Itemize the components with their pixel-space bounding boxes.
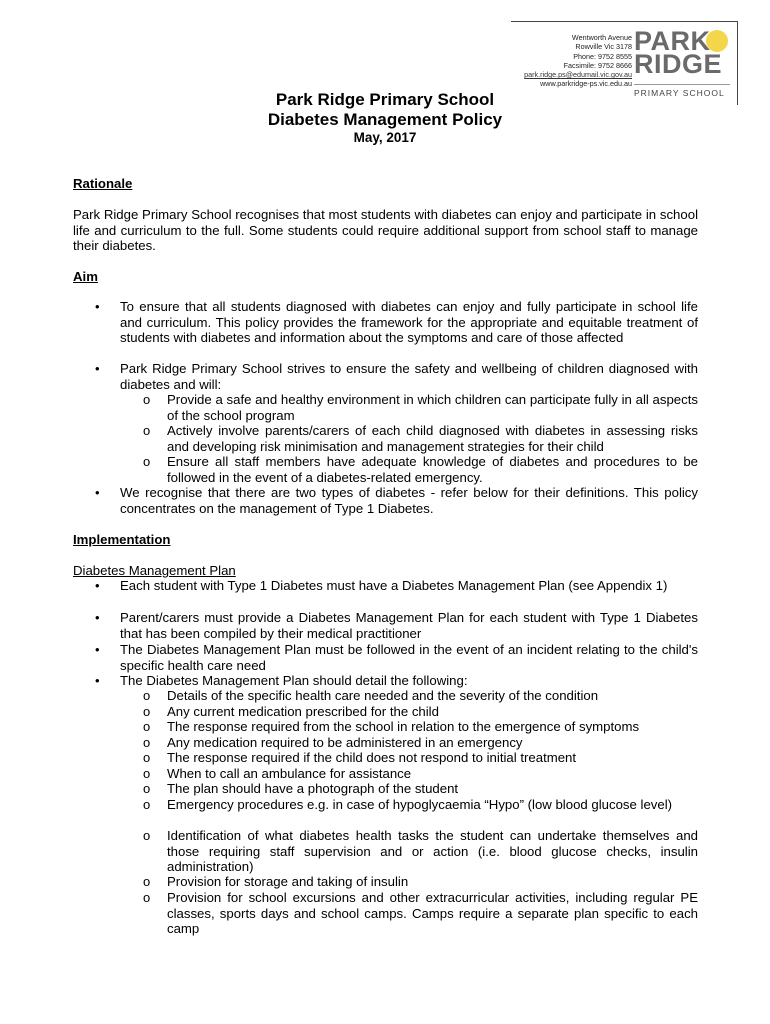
sub-marker: o xyxy=(143,719,151,734)
aim-heading: Aim xyxy=(73,269,98,284)
bullet-marker: • xyxy=(95,361,100,376)
impl-sub-5: The response required if the child does not respond to initial treatment xyxy=(167,750,577,765)
impl-bullet-4: The Diabetes Management Plan should detail the following: xyxy=(120,673,468,688)
contact-fax: Facsimile: 9752 8666 xyxy=(563,60,632,70)
logo-subtitle: PRIMARY SCHOOL xyxy=(634,88,725,98)
impl-sub-3: The response required from the school in relation to the emergence of symptoms xyxy=(167,719,640,734)
school-title: Park Ridge Primary School xyxy=(275,90,495,109)
sub-marker: o xyxy=(143,423,151,438)
impl-bullet-3: The Diabetes Management Plan must be followed in the event of an incident relating to the child's specific health care need xyxy=(120,642,698,673)
bullet-marker: • xyxy=(95,673,100,688)
sub-marker: o xyxy=(143,750,151,765)
impl-bullet-1: Each student with Type 1 Diabetes must have a Diabetes Management Plan (see Appendix 1) xyxy=(120,578,668,593)
school-contact-block xyxy=(505,33,632,89)
aim-sub-1: Provide a safe and healthy environment in which children can participate fully in all aspects of the school program xyxy=(167,392,698,423)
bullet-marker: • xyxy=(95,299,100,314)
aim-sub-2: Actively involve parents/carers of each child diagnosed with diabetes in assessing risks and developing risk minimisation and management strategies for their child xyxy=(167,423,698,454)
impl-sub-6: When to call an ambulance for assistance xyxy=(167,766,412,781)
sub-marker: o xyxy=(143,735,151,750)
bullet-marker: • xyxy=(95,610,100,625)
impl-sub-9: Identification of what diabetes health tasks the student can undertake themselves and those requiring staff supervision and or action (i.e. blood glucose checks, insulin administration) xyxy=(167,828,698,874)
contact-phone: Phone: 9752 8555 xyxy=(573,51,632,61)
policy-date: May, 2017 xyxy=(353,130,417,145)
contact-email-link[interactable]: park.ridge.ps@edumail.vic.gov.au xyxy=(524,70,632,80)
sub-marker: o xyxy=(143,828,151,843)
sub-marker: o xyxy=(143,688,151,703)
impl-sub-10: Provision for storage and taking of insulin xyxy=(167,874,409,889)
impl-bullet-2: Parent/carers must provide a Diabetes Management Plan for each student with Type 1 Diabetes that has been compiled by their medical practitioner xyxy=(120,610,698,641)
implementation-heading: Implementation xyxy=(73,532,171,547)
sub-marker: o xyxy=(143,392,151,407)
bullet-marker: • xyxy=(95,642,100,657)
sub-marker: o xyxy=(143,874,151,889)
rationale-text: Park Ridge Primary School recognises that most students with diabetes can enjoy and participate in school life and curriculum to the full. Some students could require additional support from school staff to manage their diabetes. xyxy=(73,207,698,253)
contact-address: Wentworth Avenue xyxy=(571,33,632,42)
sub-marker: o xyxy=(143,454,151,469)
logo-word-ridge: RIDGE xyxy=(634,49,723,79)
aim-bullet-1: To ensure that all students diagnosed with diabetes can enjoy and fully participate in school life and curriculum. This policy provides the framework for the appropriate and equitable treatment of students with diabetes and information about the symptoms and care of those affected xyxy=(120,299,698,345)
sub-marker: o xyxy=(143,797,151,812)
contact-suburb: Rowville Vic 3178 xyxy=(575,42,632,52)
sub-marker: o xyxy=(143,781,151,796)
sub-marker: o xyxy=(143,704,151,719)
rationale-heading: Rationale xyxy=(73,176,133,191)
aim-bullet-3: We recognise that there are two types of diabetes - refer below for their definitions. This policy concentrates on the management of Type 1 Diabetes. xyxy=(120,485,698,516)
management-plan-subheading: Diabetes Management Plan xyxy=(73,563,236,578)
sub-marker: o xyxy=(143,766,151,781)
impl-sub-8: Emergency procedures e.g. in case of hypoglycaemia “Hypo” (low blood glucose level) xyxy=(167,797,673,812)
aim-sub-3: Ensure all staff members have adequate knowledge of diabetes and procedures to be followed in the event of a diabetes-related emergency. xyxy=(167,454,698,485)
sub-marker: o xyxy=(143,890,151,905)
impl-sub-7: The plan should have a photograph of the student xyxy=(167,781,459,796)
bullet-marker: • xyxy=(95,578,100,593)
impl-sub-2: Any current medication prescribed for the child xyxy=(167,704,439,719)
contact-website: www.parkridge-ps.vic.edu.au xyxy=(540,79,632,89)
impl-sub-1: Details of the specific health care needed and the severity of the condition xyxy=(167,688,599,703)
logo-word-park: PARK xyxy=(634,26,711,56)
policy-title: Diabetes Management Policy xyxy=(267,110,503,129)
aim-bullet-2: Park Ridge Primary School strives to ensure the safety and wellbeing of children diagnosed with diabetes and will: xyxy=(120,361,698,392)
impl-sub-4: Any medication required to be administered in an emergency xyxy=(167,735,523,750)
impl-sub-11: Provision for school excursions and other extracurricular activities, including regular PE classes, sports days and school camps. Camps require a separate plan specific to each camp xyxy=(167,890,698,936)
logo-divider xyxy=(634,84,730,85)
header-rule-top xyxy=(511,21,738,22)
bullet-marker: • xyxy=(95,485,100,500)
